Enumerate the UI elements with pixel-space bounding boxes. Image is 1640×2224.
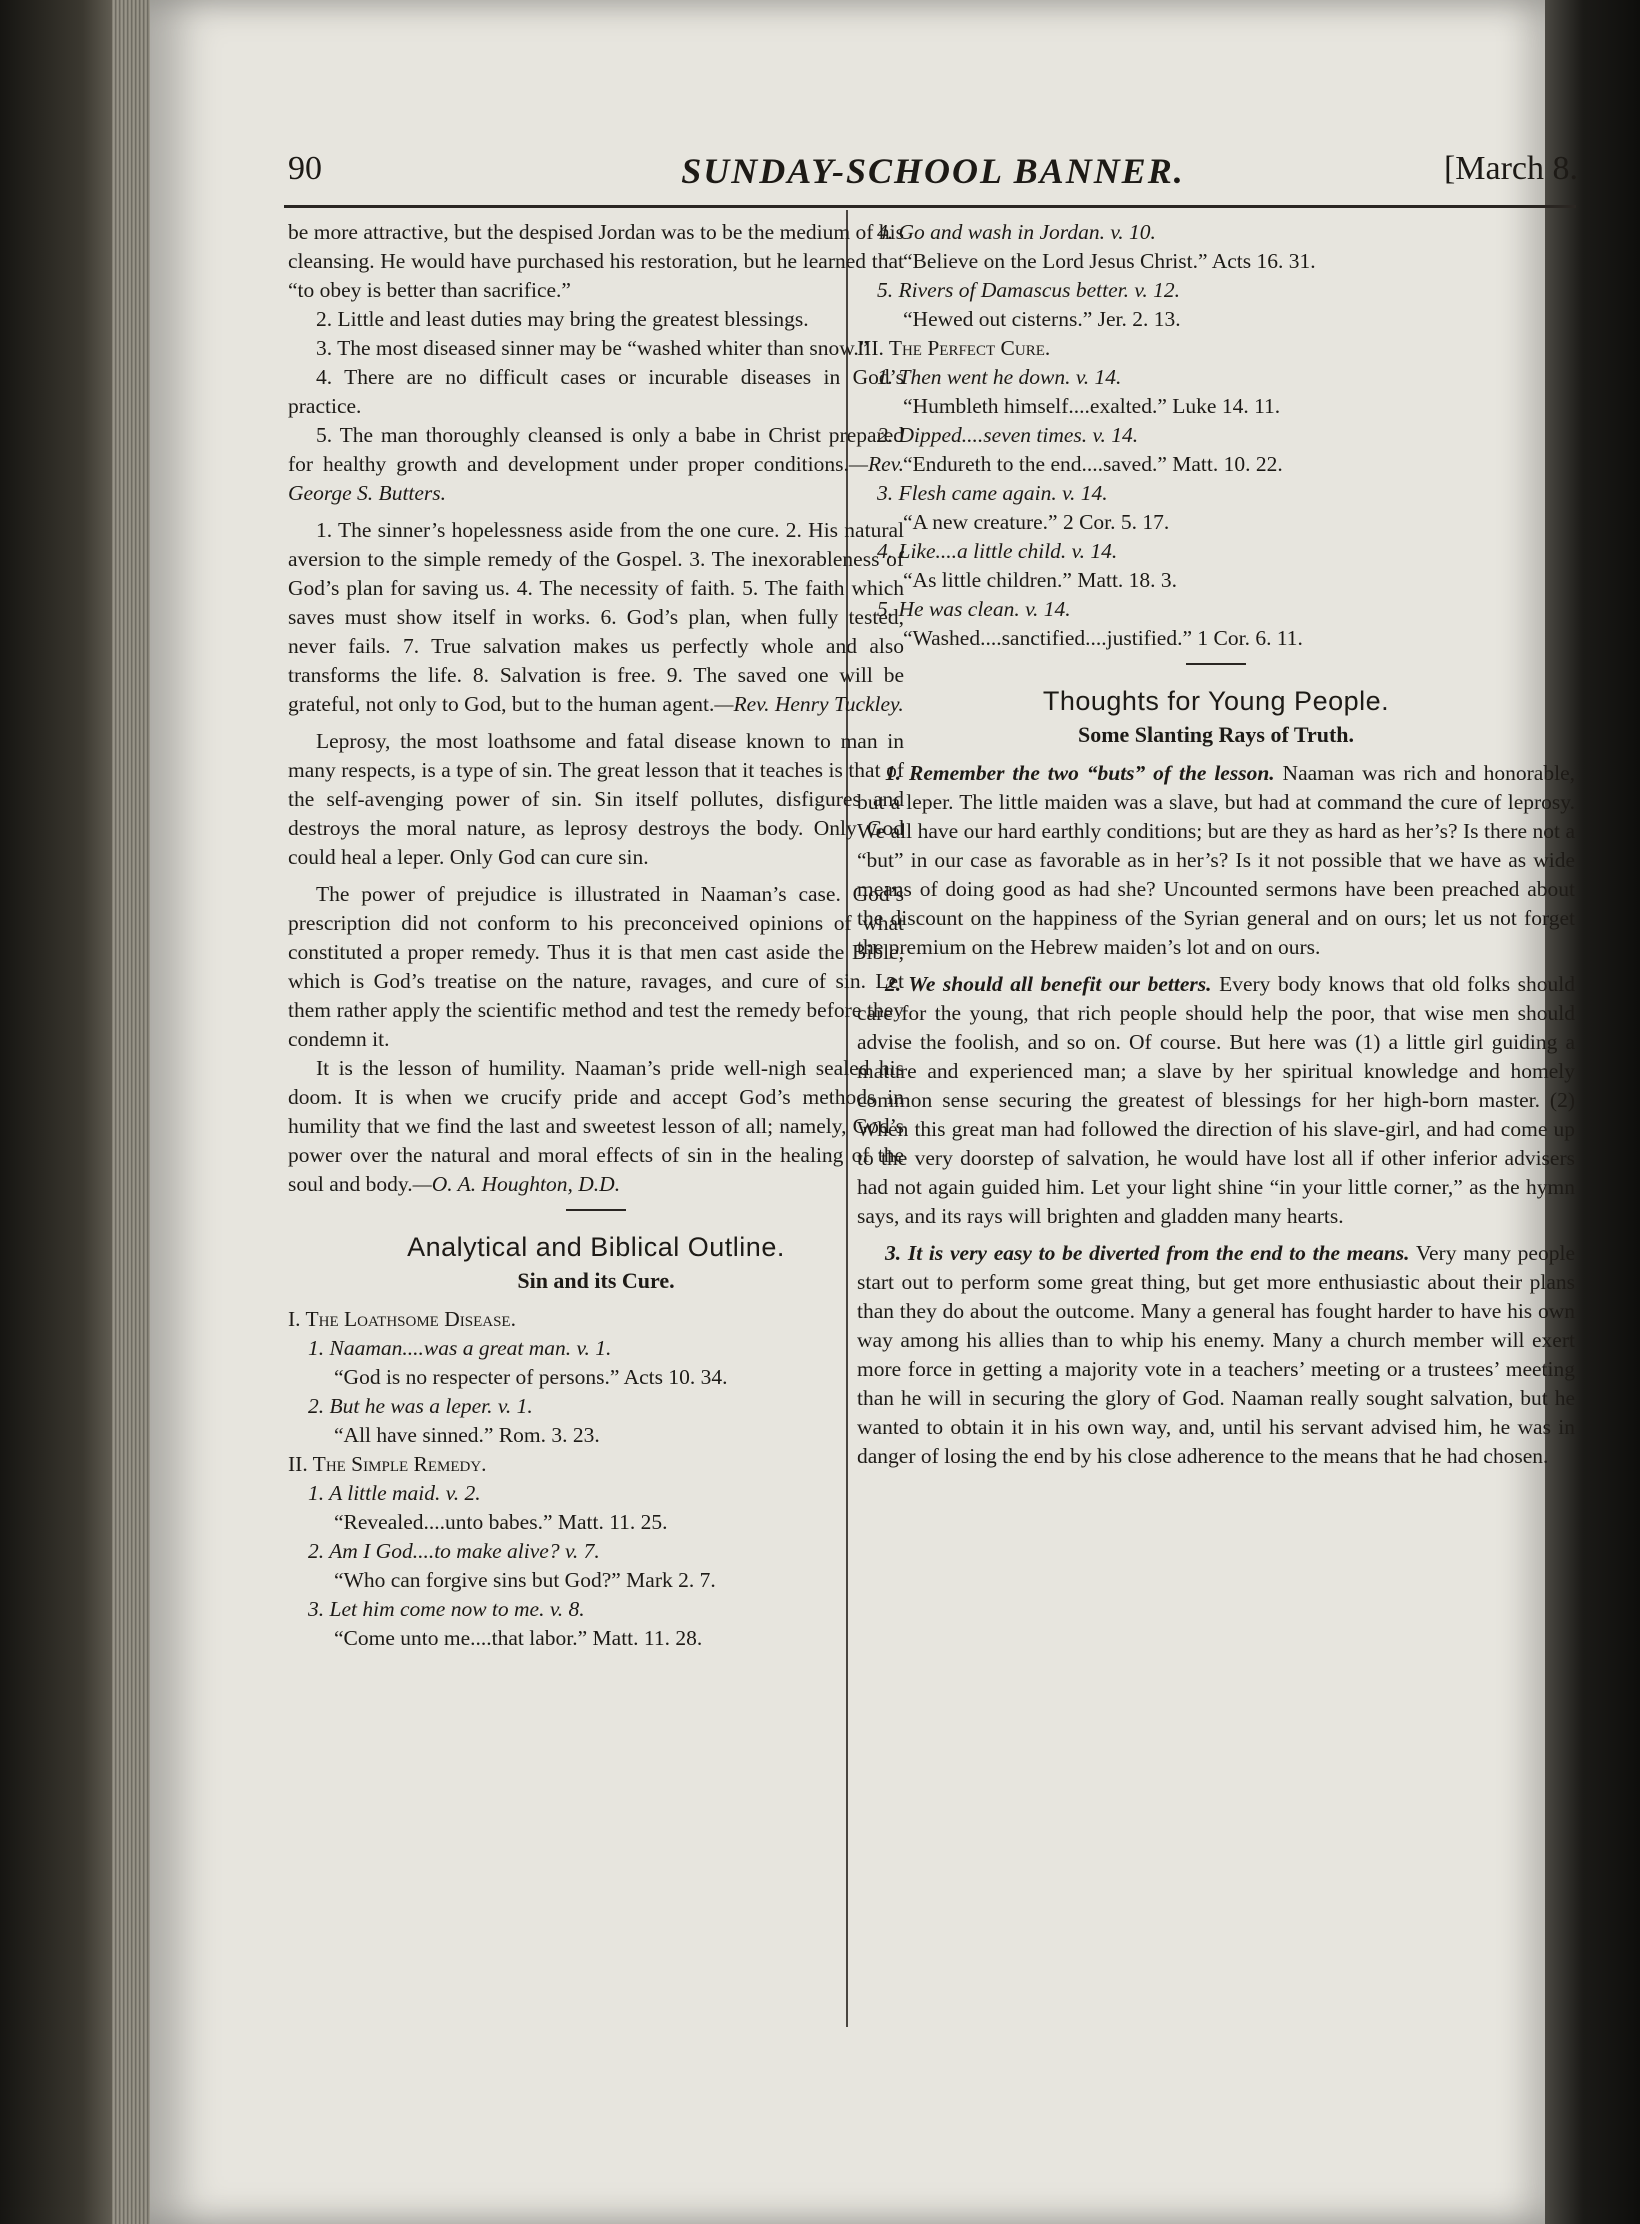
- paragraph: [288, 421, 904, 508]
- outline-item: 2. Dipped....seven times. v. 14.: [877, 423, 1139, 447]
- paragraph: Leprosy, the most loathsome and fatal disease known to man in many respects, is a type of sin. The great lesson that it teaches is that of the self-avenging power of sin. Sin itself pollutes, disfigures and destroys the moral nature, as leprosy destroys the body. Only God could heal a leper. Only God can cure sin.: [288, 729, 904, 869]
- paragraph: [288, 516, 904, 719]
- book-binding: [0, 0, 150, 2224]
- thought-paragraph: [857, 970, 1575, 1231]
- section-separator: [1186, 663, 1246, 665]
- section-heading: Analytical and Biblical Outline.: [407, 1232, 785, 1262]
- outline-quote: “Hewed out cisterns.” Jer. 2. 13.: [903, 307, 1181, 331]
- outline-quote: “Washed....sanctified....justified.” 1 Cor. 6. 11.: [903, 626, 1303, 650]
- thought-body: Naaman was rich and honorable, but a leper. The little maiden was a slave, but had at command the cure of leprosy. We all have our hard earthly conditions; but are they as hard as her’s? Is there not a “but” in our case as favorable as in her’s? Is it not possible that we have as wide means of doing good as had she? Uncounted sermons have been preached about the discount on the happiness of the Syrian general and on ours; let us not forget the premium on the Hebrew maiden’s lot and on ours.: [857, 761, 1575, 959]
- page-number: 90: [288, 150, 322, 187]
- thought-paragraph: [857, 1239, 1575, 1471]
- paragraph: [288, 1054, 904, 1199]
- outline-item: 1. A little maid. v. 2.: [308, 1481, 481, 1505]
- running-header: [288, 150, 1578, 196]
- outline-item: 1. Naaman....was a great man. v. 1.: [308, 1336, 612, 1360]
- outline-item: 3. Flesh came again. v. 14.: [877, 481, 1108, 505]
- section-subheading: Some Slanting Rays of Truth.: [1077, 722, 1355, 747]
- paragraph-text: It is the lesson of humility. Naaman’s pride well-nigh sealed his doom. It is when we crucify pride and accept God’s methods in humility that we find the last and sweetest lesson of all; namely, God’s power over the natural and moral effects of sin in the healing of the soul and body.: [288, 1056, 904, 1196]
- author-signature: —O. A. Houghton, D.D.: [412, 1172, 621, 1196]
- thought-lead: 2. We should all benefit our betters.: [885, 972, 1212, 996]
- outline-quote: “Come unto me....that labor.” Matt. 11. 28.: [334, 1626, 703, 1650]
- outline-quote: “As little children.” Matt. 18. 3.: [903, 568, 1178, 592]
- outline-item: 3. Let him come now to me. v. 8.: [308, 1597, 585, 1621]
- outline-quote: “All have sinned.” Rom. 3. 23.: [334, 1423, 600, 1447]
- outline-quote: “Believe on the Lord Jesus Christ.” Acts 16. 31.: [903, 249, 1316, 273]
- outline-item: 2. But he was a leper. v. 1.: [308, 1394, 533, 1418]
- outline-item: 1. Then went he down. v. 14.: [877, 365, 1122, 389]
- paragraph-text: 1. The sinner’s hopelessness aside from the one cure. 2. His natural aversion to the simple remedy of the Gospel. 3. The inexorableness of God’s plan for saving us. 4. The necessity of faith. 5. The faith which saves must show itself in works. 6. God’s plan, when fully tested, never fails. 7. True salvation makes us perfectly whole and also transforms the life. 8. Salvation is free. 9. The saved one will be grateful, not only to God, but to the human agent.: [288, 518, 904, 716]
- page: [150, 0, 1578, 2224]
- author-signature: —Rev. Henry Tuckley.: [714, 692, 904, 716]
- right-column: [857, 218, 1575, 1471]
- thought-paragraph: [857, 759, 1575, 962]
- thought-lead: 1. Remember the two “buts” of the lesson.: [885, 761, 1275, 785]
- section-heading: Thoughts for Young People.: [1042, 686, 1390, 716]
- paragraph-text: 5. The man thoroughly cleansed is only a babe in Christ prepared for healthy growth and development under proper conditions.: [288, 423, 904, 476]
- paragraph: 2. Little and least duties may bring the greatest blessings.: [316, 307, 809, 331]
- left-column: [288, 218, 904, 1653]
- outline-item: 4. Like....a little child. v. 14.: [877, 539, 1118, 563]
- paragraph: The power of prejudice is illustrated in Naaman’s case. God’s prescription did not conform to his preconceived opinions of what constituted a proper remedy. Thus it is that men cast aside the Bible, which is God’s treatise on the nature, ravages, and cure of sin. Let them rather apply the scientific method and test the remedy before they condemn it.: [288, 882, 904, 1051]
- outline-heading: I. The Loathsome Disease.: [288, 1307, 516, 1331]
- outline-heading: III. The Perfect Cure.: [857, 336, 1051, 360]
- paragraph: 4. There are no difficult cases or incurable diseases in God’s practice.: [288, 365, 904, 418]
- outline-quote: “Humbleth himself....exalted.” Luke 14. 11.: [903, 394, 1281, 418]
- outline-item: 4. Go and wash in Jordan. v. 10.: [877, 220, 1156, 244]
- issue-date: [March 8.: [1443, 150, 1578, 187]
- thought-lead: 3. It is very easy to be diverted from the end to the means.: [885, 1241, 1410, 1265]
- outline-quote: “God is no respecter of persons.” Acts 10. 34.: [334, 1365, 728, 1389]
- outline-item: 2. Am I God....to make alive? v. 7.: [308, 1539, 600, 1563]
- thought-body: Every body knows that old folks should care for the young, that rich people should help the poor, that wise men should advise the foolish, and so on. Of course. But here was (1) a little girl guiding a mature and experienced man; a slave by her spiritual knowledge and homely common sense securing the greatest of blessings for her high-born master. (2) When this great man had followed the direction of his slave-girl, and had come up to the very doorstep of salvation, he would have lost all if other inferior advisers had not again guided him. Let your light shine “in your little corner,” as the hymn says, and its rays will brighten and gladden many hearts.: [857, 972, 1575, 1228]
- outline-quote: “Endureth to the end....saved.” Matt. 10. 22.: [903, 452, 1283, 476]
- thought-body: Very many people start out to perform some great thing, but get more enthusiastic about their plans than they do about the outcome. Many a general has fought harder to have his own way among his allies than to whip his enemy. Many a church member will exert more force in getting a majority vote in a teachers’ meeting or a trustees’ meeting than he will in securing the glory of God. Naaman really sought salvation, but he wanted to obtain it in his own way, and, until his servant advised him, he was in danger of losing the end by his close adherence to the means that he had chosen.: [857, 1241, 1575, 1468]
- outline-quote: “A new creature.” 2 Cor. 5. 17.: [903, 510, 1170, 534]
- author-signature: —Rev. George S. Butters.: [288, 452, 904, 505]
- outline-heading: II. The Simple Remedy.: [288, 1452, 487, 1476]
- outline-quote: “Revealed....unto babes.” Matt. 11. 25.: [334, 1510, 668, 1534]
- header-rule: [284, 205, 1576, 208]
- paragraph: be more attractive, but the despised Jordan was to be the medium of his cleansing. He would have purchased his restoration, but he learned that “to obey is better than sacrifice.”: [288, 220, 904, 302]
- outline-quote: “Who can forgive sins but God?” Mark 2. 7.: [334, 1568, 716, 1592]
- section-separator: [566, 1209, 626, 1211]
- outline-item: 5. Rivers of Damascus better. v. 12.: [877, 278, 1180, 302]
- periodical-title: SUNDAY-SCHOOL BANNER.: [681, 151, 1185, 191]
- paragraph: 3. The most diseased sinner may be “washed whiter than snow.”: [316, 336, 869, 360]
- outline-item: 5. He was clean. v. 14.: [877, 597, 1071, 621]
- section-subheading: Sin and its Cure.: [517, 1268, 675, 1293]
- page-edges: [112, 0, 150, 2224]
